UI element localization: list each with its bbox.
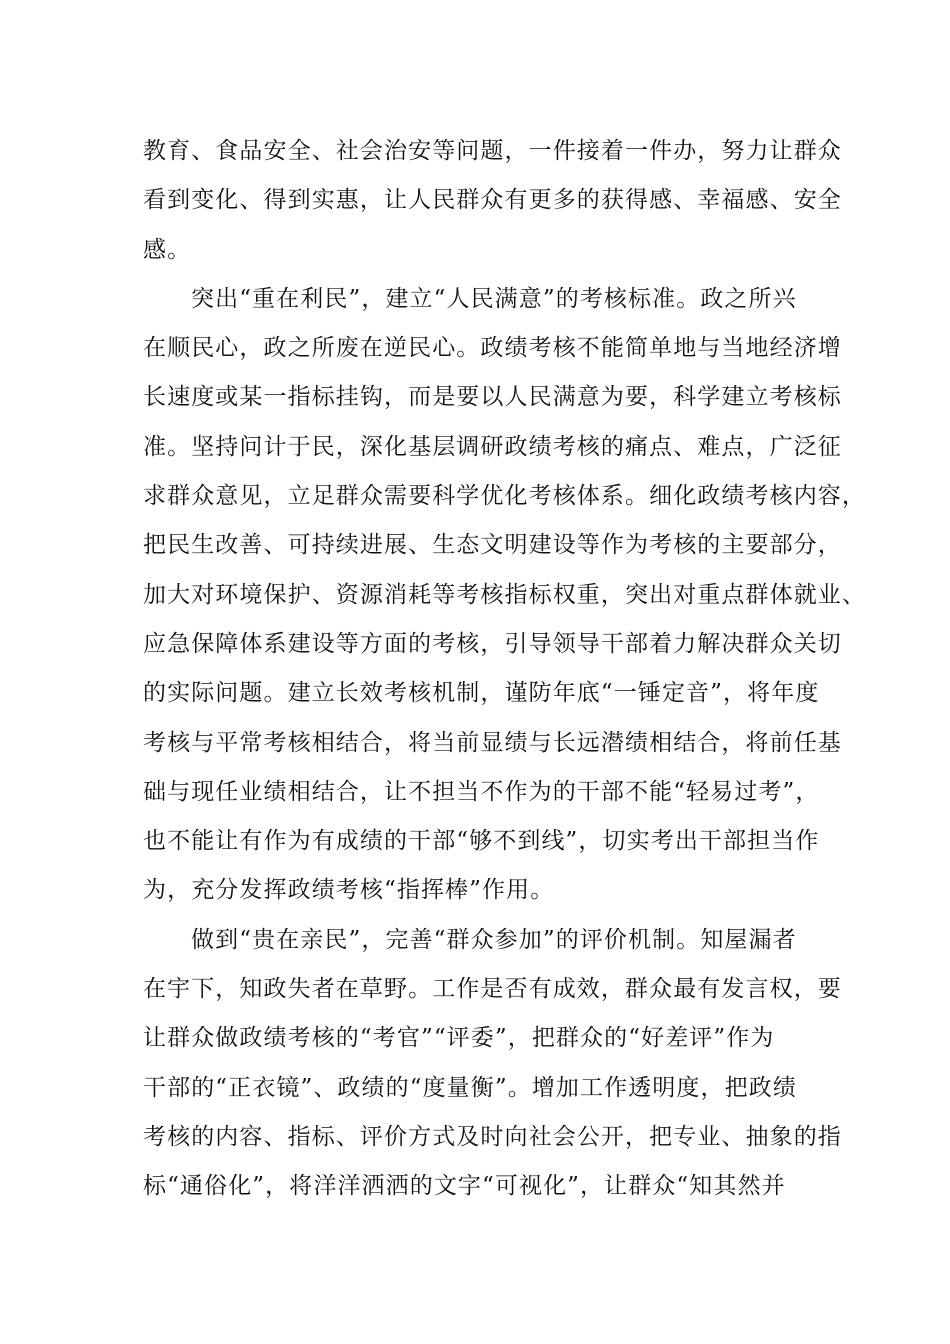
text-line: 在宇下，知政失者在草野。工作是否有成效，群众最有发言权，要: [143, 976, 842, 1003]
body-text: [143, 127, 866, 1212]
text-line: 础与现任业绩相结合，让不担当不作为的干部不能“轻易过考”，: [143, 778, 820, 805]
text-line: 看到变化、得到实惠，让人民群众有更多的获得感、幸福感、安全: [143, 187, 842, 214]
text-line: 也不能让有作为有成绩的干部“够不到线”，切实考出干部担当作: [143, 828, 820, 855]
text-line: 准。坚持问计于民，深化基层调研政绩考核的痛点、难点，广泛征: [143, 433, 842, 460]
text-line: 加大对环境保护、资源消耗等考核指标权重，突出对重点群体就业、: [143, 581, 866, 608]
text-line: 考核的内容、指标、评价方式及时向社会公开，把专业、抽象的指: [143, 1123, 842, 1150]
text-line: 在顺民心，政之所废在逆民心。政绩考核不能简单地与当地经济增: [143, 335, 842, 362]
text-line: 为，充分发挥政绩考核“指挥棒”作用。: [143, 877, 555, 904]
text-line: 求群众意见，立足群众需要科学优化考核体系。细化政绩考核内容，: [143, 483, 866, 510]
text-line: 应急保障体系建设等方面的考核，引导领导干部着力解决群众关切: [143, 630, 842, 657]
text-line: 感。: [143, 236, 192, 263]
text-line: 让群众做政绩考核的“考官”“评委”，把群众的“好差评”作为: [143, 1025, 775, 1052]
text-line: 标“通俗化”，将洋洋洒洒的文字“可视化”，让群众“知其然并: [143, 1173, 786, 1200]
paragraph-first-line: 做到“贵在亲民”，完善“群众参加”的评价机制。知屋漏者: [191, 926, 797, 953]
text-line: 把民生改善、可持续进展、生态文明建设等作为考核的主要部分，: [143, 532, 842, 559]
paragraph-first-line: 突出“重在利民”，建立“人民满意”的考核标准。政之所兴: [191, 285, 797, 312]
text-line: 干部的“正衣镜”、政绩的“度量衡”。增加工作透明度，把政绩: [143, 1074, 797, 1101]
text-line: 的实际问题。建立长效考核机制，谨防年底“一锤定音”，将年度: [143, 680, 820, 707]
text-line: 考核与平常考核相结合，将当前显绩与长远潜绩相结合，将前任基: [143, 729, 842, 756]
text-line: 长速度或某一指标挂钩，而是要以人民满意为要，科学建立考核标: [143, 384, 842, 411]
text-line: 教育、食品安全、社会治安等问题，一件接着一件办，努力让群众: [143, 138, 842, 164]
